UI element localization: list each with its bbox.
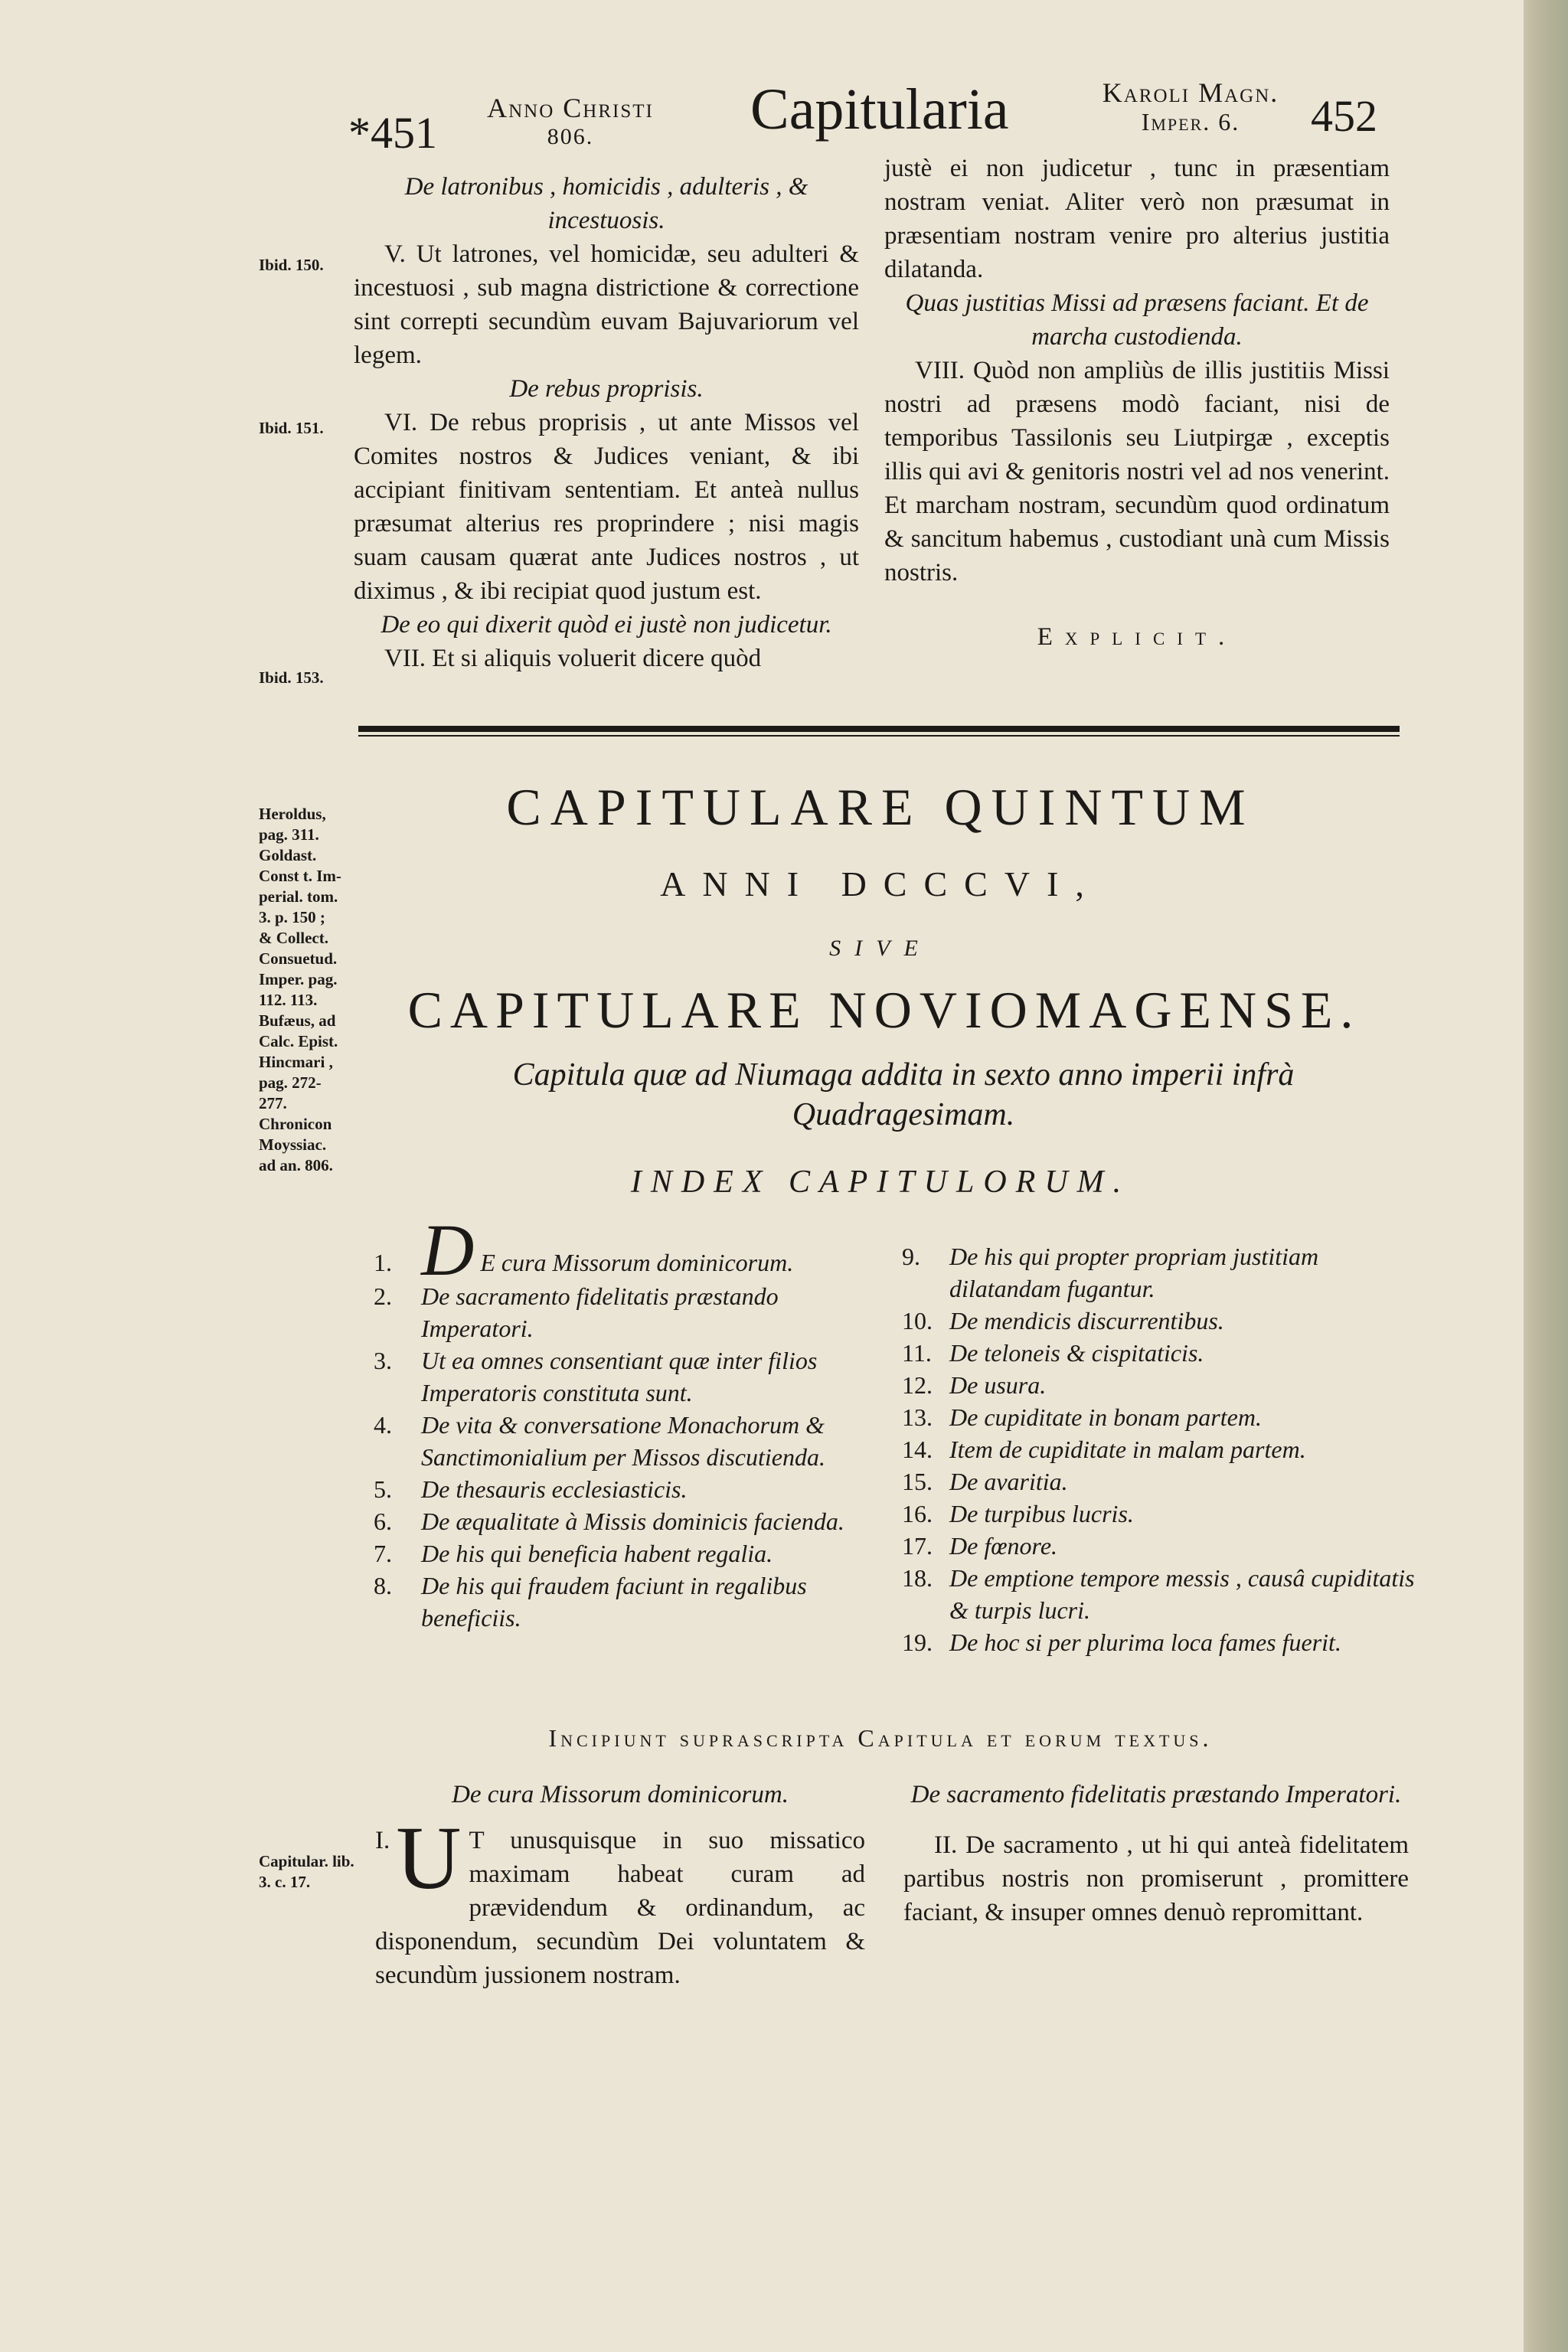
- title-sive: SIVE: [829, 936, 932, 961]
- index-text: De his qui propter propriam justitiam dilatandam fugantur.: [949, 1243, 1319, 1302]
- ref-line: Moyssiac.: [259, 1135, 327, 1154]
- index-num: 10.: [902, 1307, 933, 1334]
- book-edge: [1524, 0, 1568, 2352]
- index-text: Ut ea omnes consentiant quæ inter filios Imperatoris constituta sunt.: [421, 1347, 818, 1406]
- karoli-line2: Imper. 6.: [1141, 108, 1240, 136]
- index-num: 19.: [902, 1628, 933, 1656]
- index-item: [902, 1240, 1423, 1305]
- index-text: De hoc si per plurima loca fames fuerit.: [949, 1628, 1341, 1656]
- ref-line: Const t. Im-: [259, 867, 341, 885]
- index-num: 6.: [374, 1508, 392, 1535]
- margin-note-capitular: Capitular. lib. 3. c. 17.: [259, 1852, 354, 1891]
- index-num: 13.: [902, 1403, 933, 1431]
- ref-line: Calc. Epist.: [259, 1032, 338, 1050]
- ref-line: pag. 311.: [259, 825, 319, 844]
- paragraph: VI. De rebus proprisis , ut ante Missos vel Comites nostros & Judices veniant, & ibi accipiant finitivam sententiam. Et anteà nullus præsumat alterius res proprindere ; nisi magis suam causam quærat ante Judices nostros , ut diximus , & ibi recipiat quod justum est.: [354, 409, 859, 605]
- ref-line: Goldast.: [259, 846, 317, 864]
- paragraph-continued: justè ei non judicetur , tunc in præsentiam nostram veniat. Aliter verò non præsumat in præsentiam nostram venire pro alterius justitia dilatanda.: [884, 155, 1390, 283]
- index-num: 8.: [374, 1572, 392, 1599]
- index-num: 9.: [902, 1243, 920, 1270]
- index-item: [902, 1401, 1423, 1433]
- index-text: De sacramento fidelitatis præstando Imperatori.: [421, 1282, 779, 1342]
- index-item: [374, 1505, 879, 1537]
- section-heading: De latronibus , homicidis , adulteris , & incestuosis.: [404, 173, 808, 234]
- index-num: 2.: [374, 1282, 392, 1310]
- index-right: [902, 1240, 1423, 1658]
- index-num: 7.: [374, 1540, 392, 1567]
- index-num: 1.: [374, 1249, 392, 1276]
- index-text: De his qui beneficia habent regalia.: [421, 1540, 773, 1567]
- index-num: 5.: [374, 1475, 392, 1503]
- index-item: [902, 1530, 1423, 1562]
- ref-line: 277.: [259, 1094, 287, 1112]
- index-left: [374, 1209, 879, 1634]
- index-num: 17.: [902, 1532, 933, 1560]
- index-item: [902, 1337, 1423, 1369]
- page-title: Capitularia: [750, 77, 1009, 142]
- margin-note-ibid151: Ibid. 151.: [259, 419, 324, 437]
- title-name: CAPITULARE NOVIOMAGENSE.: [407, 981, 1361, 1039]
- section-heading: De eo qui dixerit quòd ei justè non judicetur.: [381, 611, 832, 639]
- anno-line2: 806.: [547, 124, 594, 149]
- index-text: Item de cupiditate in malam partem.: [949, 1436, 1306, 1463]
- index-num: 15.: [902, 1468, 933, 1495]
- index-item: [374, 1570, 879, 1634]
- index-text: D E cura Missorum dominicorum.: [421, 1209, 794, 1291]
- ref-line: Hincmari ,: [259, 1053, 333, 1071]
- ref-line: pag. 272-: [259, 1073, 322, 1092]
- anno-christi: [463, 93, 678, 152]
- section-heading: De cura Missorum dominicorum.: [452, 1781, 789, 1808]
- left-column: [354, 170, 859, 675]
- karoli-line1: Karoli Magn.: [1102, 77, 1279, 108]
- bottom-left-column: [375, 1778, 865, 1992]
- index-text: De turpibus lucris.: [949, 1500, 1134, 1527]
- title-main: CAPITULARE QUINTUM: [506, 778, 1255, 836]
- index-item: [902, 1562, 1423, 1626]
- index-item: [902, 1498, 1423, 1530]
- index-text: De thesauris ecclesiasticis.: [421, 1475, 688, 1503]
- index-num: 12.: [902, 1371, 933, 1399]
- ref-line: ad an. 806.: [259, 1156, 333, 1174]
- section-rule-thin: [358, 735, 1400, 737]
- margin-references: [259, 804, 366, 1176]
- paragraph: V. Ut latrones, vel homicidæ, seu adulteri & incestuosi , sub magna districtione & correctione sint correpti secundùm euvam Bajuvariorum vel legem.: [354, 240, 859, 369]
- index-num: 11.: [902, 1339, 932, 1367]
- ref-line: Bufæus, ad: [259, 1011, 336, 1030]
- folio-right: 452: [1311, 91, 1377, 141]
- index-item: [374, 1344, 879, 1409]
- ref-line: Imper. pag.: [259, 970, 338, 988]
- margin-note-ibid153: Ibid. 153.: [259, 668, 324, 687]
- ref-line: Heroldus,: [259, 805, 326, 823]
- index-text: De vita & conversatione Monachorum & Sanctimonialium per Missos discutienda.: [421, 1411, 825, 1471]
- bottom-right-column: [903, 1778, 1409, 1929]
- index-item: [374, 1280, 879, 1344]
- index-item: [902, 1369, 1423, 1401]
- index-num: 3.: [374, 1347, 392, 1374]
- index-text: De teloneis & cispitaticis.: [949, 1339, 1204, 1367]
- index-text: De his qui fraudem faciunt in regalibus beneficiis.: [421, 1572, 807, 1632]
- index-item: [374, 1473, 879, 1505]
- subtitle: Capitula quæ ad Niumaga addita in sexto anno imperii infrà Quadragesimam.: [512, 1057, 1295, 1132]
- index-text: De mendicis discurrentibus.: [949, 1307, 1224, 1334]
- paragraph: VIII. Quòd non ampliùs de illis justitiis Missi nostri ad præsens modò faciant, nisi de temporibus Tassilonis seu Liutpirgæ , exceptis illis qui avi & genitoris nostri vel ad nos venerint. Et marcham nostram, secundùm quod ordinatum & sancitum habemus , custodiant unà cum Missis nostris.: [884, 357, 1390, 586]
- ref-line: 112. 113.: [259, 991, 318, 1009]
- karoli-magn: [1087, 78, 1294, 136]
- index-item: [902, 1433, 1423, 1465]
- section-heading: De rebus proprisis.: [509, 375, 704, 403]
- index-heading: INDEX CAPITULORUM.: [630, 1165, 1131, 1200]
- folio-left: *451: [348, 108, 437, 158]
- paragraph: II. De sacramento , ut hi qui anteà fidelitatem partibus nostris non promiserunt , promittere faciant, & insuper omnes denuò repromittant.: [903, 1831, 1409, 1926]
- drop-cap: U: [396, 1808, 462, 1908]
- index-item: [374, 1537, 879, 1570]
- ref-line: 3. p. 150 ;: [259, 908, 325, 926]
- ref-line: perial. tom.: [259, 887, 338, 906]
- index-item: [902, 1626, 1423, 1658]
- paragraph: I. U T unusquisque in suo missatico maximam habeat curam ad prævidendum & ordinandum, ac disponendum, secundùm Dei voluntatem & secundùm jussionem nostram.: [375, 1808, 865, 1989]
- index-num: 4.: [374, 1411, 392, 1439]
- index-text: De æqualitate à Missis dominicis facienda.: [421, 1508, 844, 1535]
- drop-cap: D: [421, 1209, 475, 1291]
- right-column: [884, 152, 1390, 654]
- anno-line1: Anno Christi: [487, 93, 654, 123]
- ref-line: & Collect.: [259, 929, 328, 947]
- index-item: [902, 1305, 1423, 1337]
- index-item: [374, 1409, 879, 1473]
- ref-line: Consuetud.: [259, 949, 338, 968]
- index-text: De usura.: [949, 1371, 1047, 1399]
- section-heading: De sacramento fidelitatis præstando Imperatori.: [910, 1781, 1402, 1808]
- chapter-num: I.: [375, 1827, 390, 1854]
- index-text: De cupiditate in bonam partem.: [949, 1403, 1262, 1431]
- index-item: [902, 1465, 1423, 1498]
- index-num: 14.: [902, 1436, 933, 1463]
- paragraph: VII. Et si aliquis voluerit dicere quòd: [384, 645, 762, 672]
- index-num: 18.: [902, 1564, 933, 1592]
- section-heading: Quas justitias Missi ad præsens faciant. Et de marcha custodienda.: [905, 289, 1369, 351]
- incipit-line: Incipiunt suprascripta Capitula et eorum textus.: [548, 1724, 1213, 1752]
- ref-line: Chronicon: [259, 1115, 332, 1133]
- index-text: De emptione tempore messis , causâ cupiditatis & turpis lucri.: [949, 1564, 1415, 1624]
- index-item: [374, 1209, 879, 1291]
- index-text: De avaritia.: [949, 1468, 1068, 1495]
- title-year: ANNI DCCCVI,: [660, 864, 1101, 903]
- index-text: De fœnore.: [949, 1532, 1058, 1560]
- margin-note-ibid150: Ibid. 150.: [259, 256, 324, 274]
- section-rule: [358, 726, 1400, 732]
- index-num: 16.: [902, 1500, 933, 1527]
- explicit: Explicit.: [1037, 623, 1237, 651]
